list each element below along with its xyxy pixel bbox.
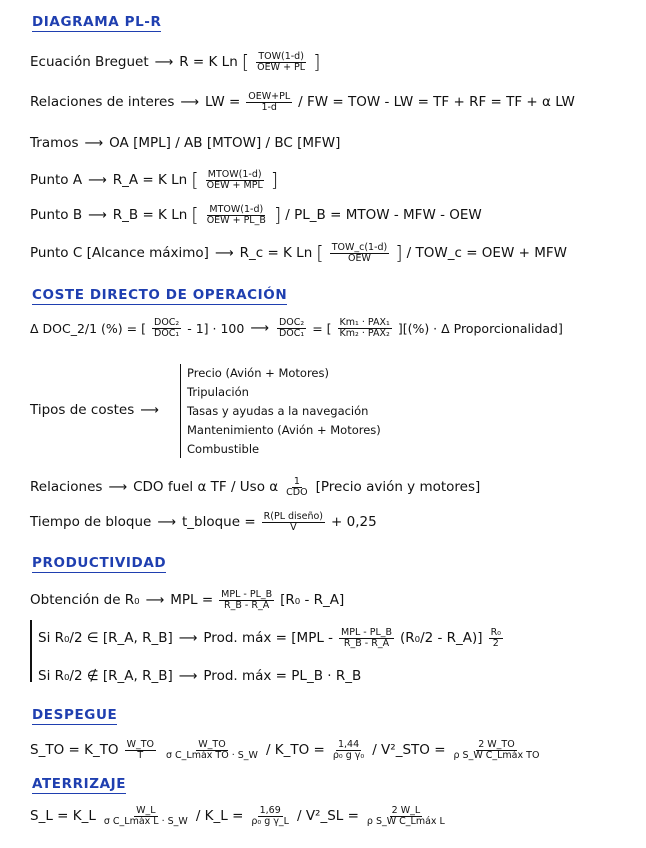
breguet-label: Ecuación Breguet [30, 54, 149, 71]
aterrizaje-equation [30, 806, 449, 827]
punto-b-equation: Punto B ⟶ R_B = K Ln [ $\frac{\text{MTOW(1-d)}}{\text{OEW + PL\_B}}$ ] / PL_B = MTOW - MFW - OEW [30, 203, 482, 226]
tipos-costes-label: Tipos de costes [30, 402, 135, 418]
si-pertenece-label: Si R₀/2 ∈ [R_A, R_B] [38, 630, 173, 647]
tiempo-bloque-num: R(PL diseño) [263, 511, 324, 522]
punto-b-label: Punto B [30, 207, 83, 224]
tiempo-bloque-den: V [290, 521, 297, 533]
section-heading-coste: COSTE DIRECTO DE OPERACIÓN [32, 287, 288, 303]
despegue-v: / V²_STO = [372, 742, 446, 759]
punto-c-den: OEW [348, 252, 371, 264]
doc-mid: - 1] · 100 [187, 320, 245, 336]
si-pertenece-num2: R₀ [490, 627, 501, 638]
si-pertenece-den: R_B - R_A [343, 637, 390, 649]
doc-num2: DOC₂ [278, 317, 305, 328]
despegue-den3: ρ₀ g γ₀ [332, 749, 365, 761]
tipos-costes-line [30, 402, 161, 418]
obtencion-den: R_B - R_A [224, 599, 270, 611]
doc-num1: DOC₂ [154, 317, 180, 328]
arrow-icon: ⟶ [145, 592, 165, 608]
doc-lhs: Δ DOC_2/1 (%) = [ [30, 320, 146, 336]
section-heading-productividad: PRODUCTIVIDAD [32, 555, 167, 571]
obtencion-line [30, 590, 344, 611]
si-no-pertenece-line [38, 668, 361, 684]
obtencion-num: MPL - PL_B [221, 589, 273, 600]
relaciones-rest: / FW = TOW - LW = TF + RF = TF + α LW [298, 94, 575, 111]
despegue-num1: W_TO [126, 739, 154, 750]
relaciones-cdo-num: 1 [293, 476, 300, 487]
si-no-pertenece-label: Si R₀/2 ∉ [R_A, R_B] [38, 668, 173, 684]
obtencion-label: Obtención de R₀ [30, 592, 140, 609]
punto-b-num: MTOW(1-d) [209, 204, 264, 215]
punto-c-equation: Punto C [Alcance máximo] ⟶ R_c = K Ln [ $\frac{\text{TOW\_c(1-d)}}{\text{OEW}}$ ] / TOW_c = OEW + MFW [30, 241, 567, 264]
si-no-pertenece-rest: Prod. máx = PL_B · R_B [203, 668, 362, 684]
section-heading-despegue: DESPEGUE [32, 707, 118, 723]
breguet-equation: Ecuación Breguet ⟶ R = K Ln [ $\frac{\text{TOW(1-d)}}{\text{OEW + PL}}$ ] [30, 50, 321, 73]
tramos-label: Tramos [30, 135, 79, 151]
si-pertenece-num: MPL - PL_B [341, 627, 393, 638]
aterrizaje-den1: σ C_Lmáx L · S_W [103, 815, 188, 827]
section-heading-pl-r: DIAGRAMA PL-R [32, 14, 162, 30]
relaciones-label: Relaciones de interes [30, 94, 175, 111]
despegue-den4: ρ S_W C_Lmáx TO [453, 749, 540, 761]
relaciones-cdo-line [30, 477, 480, 498]
arrow-icon: ⟶ [250, 320, 269, 336]
list-item: Tasas y ayudas a la navegación [187, 404, 369, 418]
tiempo-bloque-line [30, 512, 377, 533]
despegue-num2: W_TO [198, 739, 226, 750]
relaciones-den: 1-d [261, 101, 277, 113]
despegue-equation [30, 740, 543, 761]
doc-eq: = [ [312, 320, 332, 336]
doc-den3: Km₂ · PAX₂ [339, 327, 390, 339]
punto-c-label: Punto C [Alcance máximo] [30, 245, 209, 262]
punto-a-label: Punto A [30, 172, 83, 189]
punto-a-equation: Punto A ⟶ R_A = K Ln [ $\frac{\text{MTOW(1-d)}}{\text{OEW + MPL}}$ ] [30, 168, 279, 191]
aterrizaje-lhs: S_L = K_L [30, 808, 96, 825]
section-heading-aterrizaje: ATERRIZAJE [32, 776, 127, 792]
punto-c-lhs: R_c = K Ln [239, 245, 313, 262]
list-item: Combustible [187, 442, 260, 456]
relaciones-cdo-rest: [Precio avión y motores] [315, 479, 481, 496]
punto-a-den: OEW + MPL [206, 179, 263, 191]
arrow-icon: ⟶ [178, 668, 198, 684]
arrow-icon: ⟶ [154, 54, 174, 70]
tipos-costes-list [180, 364, 381, 458]
aterrizaje-den2: ρ₀ g γ_L [251, 815, 289, 827]
si-pertenece-line [38, 628, 505, 649]
relaciones-cdo-lhs: CDO fuel α TF / Uso α [133, 479, 279, 496]
doc-den2: DOC₁ [278, 327, 305, 339]
relaciones-equation [30, 92, 575, 113]
arrow-icon: ⟶ [88, 207, 107, 223]
despegue-num4: 2 W_TO [478, 739, 515, 750]
despegue-lhs: S_TO = K_TO [30, 742, 119, 759]
arrow-icon: ⟶ [84, 135, 104, 151]
punto-c-rest: / TOW_c = OEW + MFW [406, 245, 567, 262]
despegue-k: / K_TO = [265, 742, 325, 759]
condition-bar [30, 620, 32, 682]
list-item: Tripulación [187, 385, 249, 399]
tiempo-bloque-label: Tiempo de bloque [30, 514, 152, 531]
aterrizaje-num2: 1,69 [259, 805, 281, 816]
breguet-lhs: R = K Ln [179, 54, 238, 71]
punto-b-rest: / PL_B = MTOW - MFW - OEW [285, 207, 482, 224]
si-pertenece-lhs: Prod. máx = [MPL - [203, 630, 334, 647]
relaciones-cdo-den: CDO [286, 486, 308, 498]
tiempo-bloque-rest: + 0,25 [331, 514, 377, 531]
punto-c-num: TOW_c(1-d) [331, 242, 388, 253]
breguet-num: TOW(1-d) [258, 51, 304, 62]
despegue-num3: 1,44 [337, 739, 360, 750]
aterrizaje-v: / V²_SL = [296, 808, 359, 825]
si-pertenece-mid: (R₀/2 - R_A)] [400, 630, 483, 647]
despegue-den2: σ C_Lmáx TO · S_W [166, 749, 258, 761]
relaciones-num: OEW+PL [248, 91, 291, 102]
punto-a-num: MTOW(1-d) [207, 169, 262, 180]
obtencion-lhs: MPL = [170, 592, 214, 609]
doc-den1: DOC₁ [154, 327, 180, 339]
punto-a-lhs: R_A = K Ln [112, 172, 188, 189]
arrow-icon: ⟶ [180, 94, 200, 110]
arrow-icon: ⟶ [88, 172, 107, 188]
doc-num3: Km₁ · PAX₁ [339, 317, 390, 328]
tiempo-bloque-lhs: t_bloque = [181, 514, 256, 531]
punto-b-lhs: R_B = K Ln [112, 207, 188, 224]
obtencion-rest: [R₀ - R_A] [280, 592, 345, 609]
si-pertenece-den2: 2 [492, 637, 499, 649]
relaciones-cdo-label: Relaciones [30, 479, 103, 496]
aterrizaje-num3: 2 W_L [391, 805, 421, 816]
arrow-icon: ⟶ [178, 630, 198, 646]
aterrizaje-num1: W_L [136, 805, 156, 816]
doc-rest: ][(%) · Δ Proporcionalidad] [397, 320, 563, 336]
punto-b-den: OEW + PL_B [206, 214, 266, 226]
arrow-icon: ⟶ [157, 514, 176, 530]
breguet-den: OEW + PL [257, 61, 306, 73]
arrow-icon: ⟶ [108, 479, 128, 495]
list-item: Precio (Avión + Motores) [187, 366, 329, 380]
despegue-den1: T [137, 749, 144, 761]
list-item: Mantenimiento (Avión + Motores) [187, 423, 381, 437]
aterrizaje-den3: ρ S_W C_Lmáx L [366, 815, 445, 827]
doc-equation [30, 318, 563, 339]
arrow-icon: ⟶ [214, 245, 234, 261]
arrow-icon: ⟶ [140, 402, 159, 418]
relaciones-lhs: LW = [205, 94, 241, 111]
tramos-line [30, 135, 340, 151]
tramos-value: OA [MPL] / AB [MTOW] / BC [MFW] [109, 135, 341, 151]
aterrizaje-k: / K_L = [195, 808, 244, 825]
